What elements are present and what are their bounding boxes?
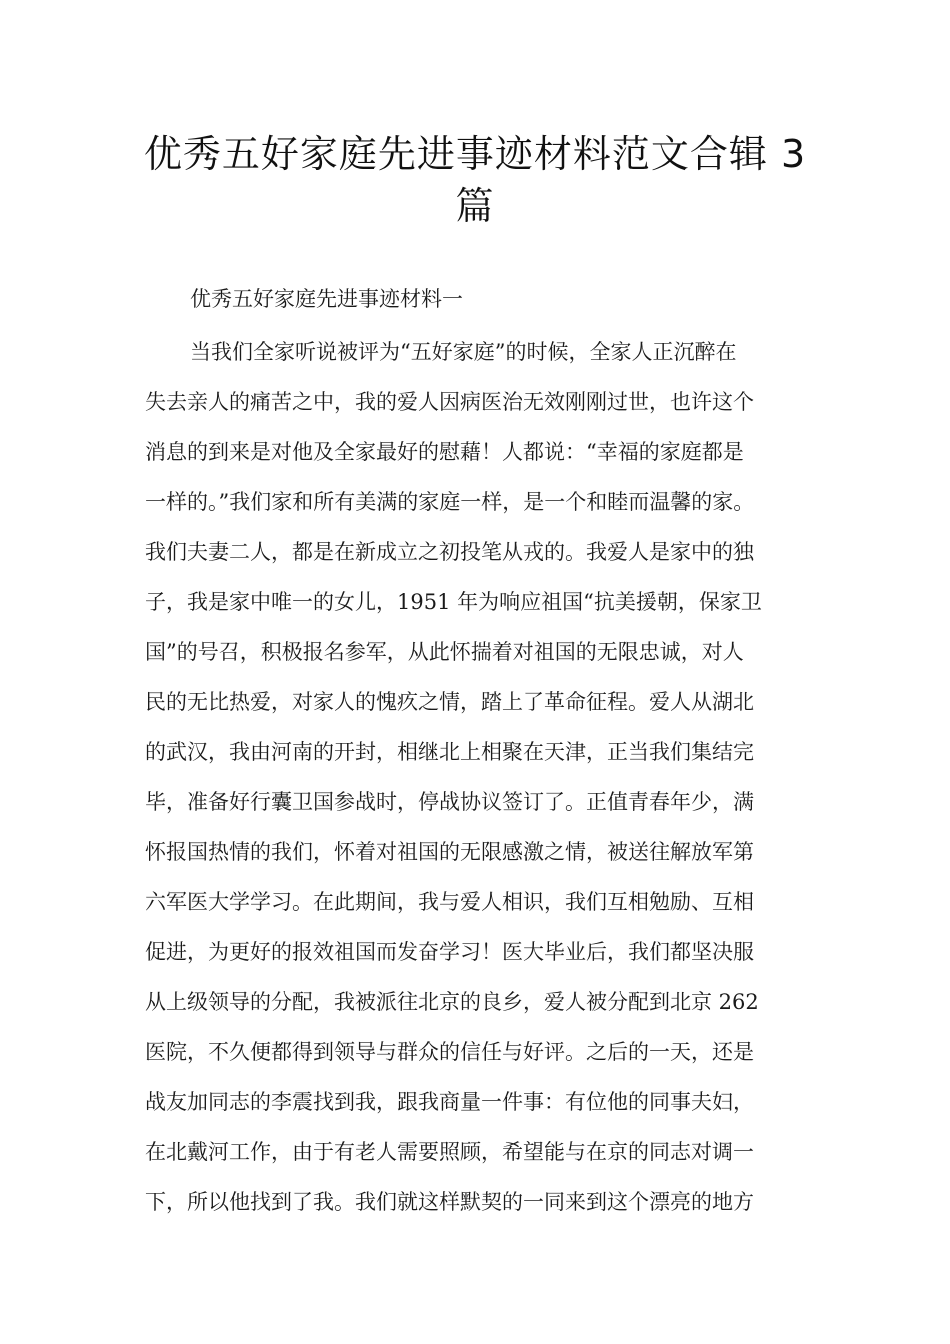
text-line: 子，我是家中唯一的女儿，1951 年为响应祖国“抗美援朝，保家卫: [145, 590, 762, 614]
text-line: 下，所以他找到了我。我们就这样默契的一同来到这个漂亮的地方: [145, 1190, 754, 1214]
title-line-1: 优秀五好家庭先进事迹材料范文合辑 3: [143, 132, 807, 176]
body-paragraph: [145, 334, 810, 1234]
text-line: 国”的号召，积极报名参军，从此怀揣着对祖国的无限忠诚，对人: [145, 640, 744, 664]
text-line: 在北戴河工作，由于有老人需要照顾，希望能与在京的同志对调一: [145, 1140, 754, 1164]
text-line: 一样的。”我们家和所有美满的家庭一样，是一个和睦而温馨的家。: [145, 490, 755, 514]
text-line: 消息的到来是对他及全家最好的慰藉！人都说：“幸福的家庭都是: [145, 440, 744, 464]
section-heading: 优秀五好家庭先进事迹材料一: [190, 287, 463, 311]
text-line: 民的无比热爱，对家人的愧疚之情，踏上了革命征程。爱人从湖北: [145, 690, 754, 714]
text-line: 战友加同志的李震找到我，跟我商量一件事：有位他的同事夫妇，: [145, 1090, 754, 1114]
document-title: [120, 128, 830, 232]
text-line: 医院，不久便都得到领导与群众的信任与好评。之后的一天，还是: [145, 1040, 754, 1064]
text-line: 的武汉，我由河南的开封，相继北上相聚在天津，正当我们集结完: [145, 740, 754, 764]
text-line: 毕，准备好行囊卫国参战时，停战协议签订了。正值青春年少，满: [145, 790, 754, 814]
text-line: 当我们全家听说被评为“五好家庭”的时候，全家人正沉醉在: [190, 340, 737, 364]
text-line: 从上级领导的分配，我被派往北京的良乡，爱人被分配到北京 262: [145, 990, 759, 1014]
text-line: 失去亲人的痛苦之中，我的爱人因病医治无效刚刚过世，也许这个: [145, 390, 754, 414]
text-line: 六军医大学学习。在此期间，我与爱人相识，我们互相勉励、互相: [145, 890, 754, 914]
text-line: 我们夫妻二人，都是在新成立之初投笔从戎的。我爱人是家中的独: [145, 540, 754, 564]
text-line: 促进，为更好的报效祖国而发奋学习！医大毕业后，我们都坚决服: [145, 940, 754, 964]
text-line: 怀报国热情的我们，怀着对祖国的无限感激之情，被送往解放军第: [145, 840, 754, 864]
title-line-2: 篇: [455, 184, 495, 228]
